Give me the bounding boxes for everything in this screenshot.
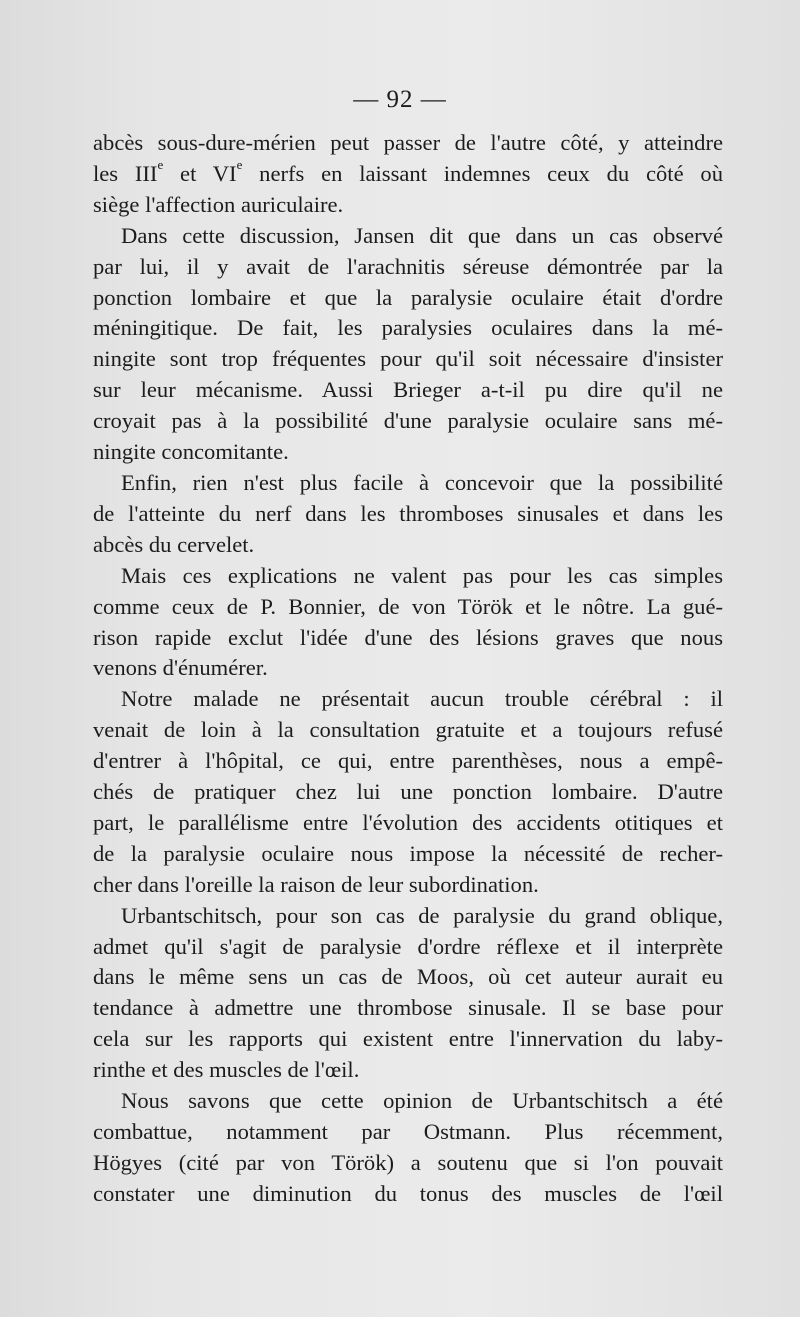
text-line: combattue, notamment par Ostmann. Plus récemment, <box>93 1119 723 1144</box>
text-line: tendance à admettre une thrombose sinusale. Il se base pour <box>93 995 723 1021</box>
text-line: Enfin, rien n'est plus facile à concevoir que la possibilité <box>121 469 723 495</box>
page-number: — 92 — <box>353 86 447 113</box>
text-line: Dans cette discussion, Jansen dit que dans un cas observé <box>121 222 723 248</box>
text-line: méningitique. De fait, les paralysies oculaires dans la mé- <box>93 315 723 341</box>
text-line: rinthe et des muscles de l'œil. <box>93 1057 360 1083</box>
text-line: cher dans l'oreille la raison de leur subordination. <box>93 871 539 897</box>
text-line: les IIIe et VIe nerfs en laissant indemnes ceux du côté où <box>93 156 723 186</box>
text-line: de la paralysie oculaire nous impose la nécessité de recher- <box>93 840 723 866</box>
text-line: par lui, il y avait de l'arachnitis séreuse démontrée par la <box>93 253 723 279</box>
text-line: dans le même sens un cas de Moos, où cet auteur aurait eu <box>93 964 723 990</box>
text-line: venons d'énumérer. <box>93 655 268 681</box>
body-text <box>93 128 723 1210</box>
text-line: abcès du cervelet. <box>93 531 255 557</box>
text-line: ponction lombaire et que la paralysie oculaire était d'ordre <box>93 284 723 310</box>
text-line: Urbantschitsch, pour son cas de paralysie du grand oblique, <box>121 902 723 928</box>
text-line: d'entrer à l'hôpital, ce qui, entre parenthèses, nous a empê- <box>93 748 723 774</box>
text-line: cela sur les rapports qui existent entre l'innervation du laby- <box>93 1026 723 1052</box>
text-line: Notre malade ne présentait aucun trouble cérébral : il <box>121 686 723 712</box>
text-line: chés de pratiquer chez lui une ponction lombaire. D'autre <box>93 779 723 805</box>
text-line: siège l'affection auriculaire. <box>93 191 344 217</box>
text-line: Högyes (cité par von Török) a soutenu que si l'on pouvait <box>93 1149 723 1175</box>
text-line: croyait pas à la possibilité d'une paralysie oculaire sans mé- <box>93 408 723 434</box>
text-line: part, le parallélisme entre l'évolution des accidents otitiques et <box>93 809 723 835</box>
text-line: de l'atteinte du nerf dans les thromboses sinusales et dans les <box>93 500 723 526</box>
text-line: Nous savons que cette opinion de Urbantschitsch a été <box>121 1088 723 1114</box>
text-line: comme ceux de P. Bonnier, de von Török et le nôtre. La gué- <box>93 593 723 619</box>
text-line: Mais ces explications ne valent pas pour les cas simples <box>121 562 723 588</box>
text-line: sur leur mécanisme. Aussi Brieger a-t-il pu dire qu'il ne <box>93 377 723 403</box>
text-line: venait de loin à la consultation gratuite et a toujours refusé <box>93 717 723 743</box>
text-line: constater une diminution du tonus des muscles de l'œil <box>93 1180 723 1206</box>
text-line: abcès sous-dure-mérien peut passer de l'autre côté, y atteindre <box>93 130 723 155</box>
text-line: admet qu'il s'agit de paralysie d'ordre réflexe et il interprète <box>93 933 723 959</box>
text-line: ningite sont trop fréquentes pour qu'il soit nécessaire d'insister <box>93 346 723 372</box>
text-line: rison rapide exclut l'idée d'une des lésions graves que nous <box>93 624 723 650</box>
text-line: ningite concomitante. <box>93 439 289 465</box>
